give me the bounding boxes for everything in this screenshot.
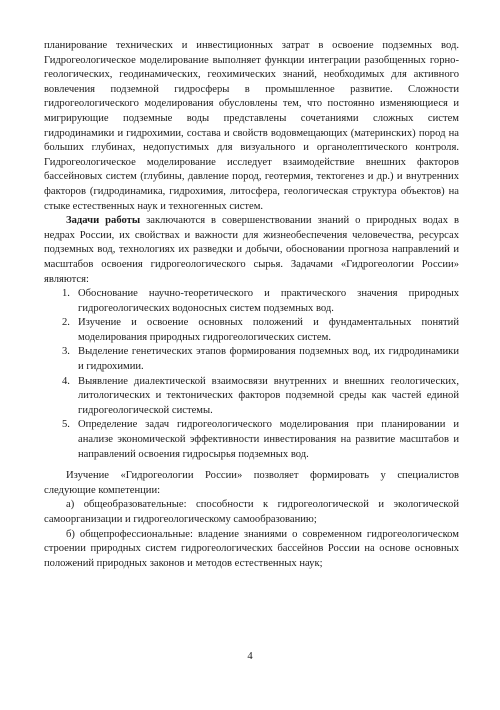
list-item xyxy=(44,375,459,419)
list-item-text: Изучение и освоение основных положений и фундаментальных понятий моделирования природных гидрогеологических систем. xyxy=(78,317,459,343)
list-item-number: 2. xyxy=(62,317,70,329)
list-item xyxy=(44,316,459,345)
paragraph-competency-b: б) общепрофессиональные: владение знаниями о современном гидрогеологическом строении природных систем гидрогеологических бассейнов России на основе основных положений природных законов и методов естественных наук; xyxy=(44,528,459,569)
list-item-text: Выявление диалектической взаимосвязи внутренних и внешних геологических, литологических и тектонических факторов подземной среды как частей единой гидрогеологической системы. xyxy=(78,375,459,416)
list-item-text: Выделение генетических этапов формирования подземных вод, их гидродинамики и гидрохимии. xyxy=(78,346,459,373)
page-body xyxy=(44,39,459,571)
list-item xyxy=(44,287,459,316)
list-item-number: 3. xyxy=(62,346,70,358)
list-item xyxy=(44,418,459,462)
list-item-text: Определение задач гидрогеологического моделирования при планировании и анализе экономической эффективности инвестирования на развитие масштабов и направлений освоения гидросырья подземных вод. xyxy=(78,419,459,460)
paragraph-tasks-intro xyxy=(44,214,459,287)
list-item-number: 1. xyxy=(62,288,70,300)
list-item-text: Обоснование научно-теоретического и практического значения природных гидрогеологических водоносных систем подземных вод. xyxy=(78,288,459,314)
page-number: 4 xyxy=(247,651,253,662)
list-item xyxy=(44,345,459,374)
paragraph-competency-a: а) общеобразовательные: способности к гидрогеологической и экологической самоорганизации и гидрогеологическому самообразованию; xyxy=(44,499,459,525)
tasks-intro-text: заключаются в совершенствовании знаний о природных водах в недрах России, их свойствах и важности для жизнеобеспечения человечества, ресурсах подземных вод, технологиях их разведки и добычи, обосновании прогноза направлений и масштабов освоения гидрогеологического сырья. Задачами «Гидрогеологии России» являются: xyxy=(44,215,459,285)
paragraph-competencies-intro: Изучение «Гидрогеологии России» позволяет формировать у специалистов следующие компетенции: xyxy=(44,470,459,496)
tasks-list xyxy=(44,287,459,462)
paragraph-modeling: планирование технических и инвестиционных затрат в освоение подземных вод. Гидрогеологическое моделирование выполняет функции интеграции разобщенных горно-геологических, геодинамических, геохимических знаний, необходимых для активного вовлечения подземной гидросферы в промышленное развитие. Сложности гидрогеологического моделирования обусловлены тем, что постоянно изменяющиеся и мигрирующие подземные воды представлены сочетаниями сложных систем гидродинамики и гидрохимии, состава и свойств водовмещающих (материнских) пород на больших глубинах, недопустимых для визуального и органолептического контроля. Гидрогеологическое моделирование исследует взаимодействие внешних факторов бассейновых систем (глубины, давление пород, геотермия, тектогенез и др.) и внутренних факторов (гидродинамика, гидрохимия, литосфера, геологическая структура объектов) на стыке естественных наук и техногенных систем. xyxy=(44,40,459,212)
tasks-heading: Задачи работы xyxy=(66,215,141,227)
list-item-number: 4. xyxy=(62,375,70,387)
list-item-number: 5. xyxy=(62,419,70,431)
